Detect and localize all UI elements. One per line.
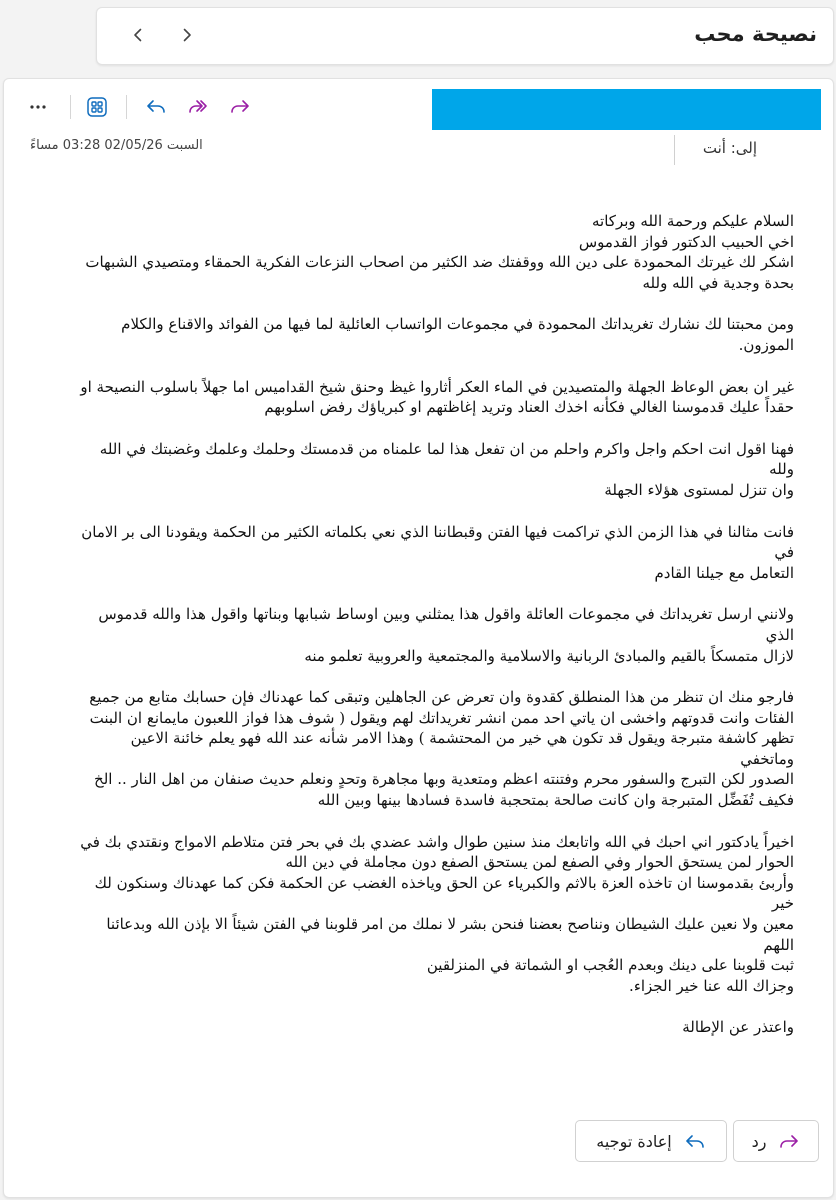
- reply-toolbar-button[interactable]: [142, 93, 170, 121]
- reply-label: رد: [751, 1131, 767, 1151]
- paragraph-gap: [74, 583, 794, 604]
- body-line: اشكر لك غيرتك المحمودة على دين الله ووقفتك ضد الكثير من اصحاب النزعات الفكرية الحمقاء ومتصيدي الشبهات: [85, 253, 794, 272]
- chevron-right-icon: [179, 27, 195, 43]
- body-line: فهنا اقول انت احكم واجل واكرم واحلم من ان تفعل هذا لما علمناه من قدمستك وحلمك وعلمك وغضبتك في الله ولله: [99, 439, 794, 479]
- body-line: الفئات وانت قدوتهم واخشى ان ياتي احد ممن انشر تغريداتك لهم ويقول ( شوف هذا فواز اللعبون مايمانع ان البنت: [89, 708, 794, 727]
- reply-all-toolbar-button[interactable]: [184, 93, 212, 121]
- body-line: الصدور لكن التبرج والسفور محرم وفتنته اعظم ومتعدية وبها مجاهرة وتحدٍ ونعلم حديث صنفان من اهل النار .. الخ: [94, 770, 794, 789]
- body-paragraph: [74, 439, 794, 501]
- body-line: وأربئ بقدموسنا ان تاخذه العزة بالاثم والكبرياء عن الحق وياخذه الغضب عن الحكمة فكن كما عهدناك وسنكون لك خير: [94, 873, 794, 913]
- email-subject: نصيحة محب: [694, 22, 817, 46]
- body-line: الموزون.: [738, 335, 794, 354]
- reply-icon: [145, 96, 167, 118]
- forward-toolbar-button[interactable]: [226, 93, 254, 121]
- message-body: [74, 211, 794, 1038]
- body-paragraph: [74, 604, 794, 666]
- paragraph-gap: [74, 501, 794, 522]
- previous-message-button[interactable]: [123, 20, 153, 50]
- paragraph-gap: [74, 356, 794, 377]
- body-line: غير ان بعض الوعاظ الجهلة والمتصيدين في الماء العكر أثاروا غيظ وحنق شيخ القداميس اما جهلاً باسلوب النصيحة او: [80, 377, 794, 396]
- body-line: تظهر كاشفة متبرجة ويقول قد تكون هي خير من المحتشمة ) وهذا الامر شأنه عند الله فهو يعلم خائنة الاعين وماتخفي: [130, 729, 794, 768]
- next-message-button[interactable]: [172, 20, 202, 50]
- body-line: لازال متمسكاً بالقيم والمبادئ الربانية والاسلامية والمجتمعية والعروبية تعلمو منه: [304, 646, 794, 665]
- redacted-sender: [432, 89, 821, 130]
- forward-button[interactable]: [575, 1120, 727, 1162]
- body-line: الحوار لمن يستحق الحوار وفي الصفع لمن يستحق الصفع دون مجاملة في دين الله: [285, 853, 794, 872]
- paragraph-gap: [74, 293, 794, 314]
- body-line: اخي الحبيب الدكتور فواز القدموس: [578, 232, 794, 251]
- to-value: أنت: [702, 139, 726, 157]
- body-line: السلام عليكم ورحمة الله وبركاته: [592, 212, 794, 230]
- body-line: اخيراً يادكتور اني احبك في الله واتابعك منذ سنين طوال واشد عضدي بك في بحر فتن متلاطم الامواج ونقتدي بك في: [80, 832, 794, 851]
- more-icon: [27, 96, 49, 118]
- body-paragraph: [74, 1017, 794, 1038]
- body-paragraph: [74, 211, 794, 293]
- body-line: فانت مثالنا في هذا الزمن الذي تراكمت فيها الفتن وقبطاننا الذي نعي بكلماته الكثير من الحكمة ويقودنا الى بر الامان في: [81, 522, 794, 562]
- recipient-text: [703, 139, 757, 157]
- paragraph-gap: [74, 418, 794, 439]
- body-line: ولانني ارسل تغريداتك في مجموعات العائلة واقول هذا يمثلني وبين اوساط شبابها وبناتها واقول هذا والله قدموس الذي: [98, 605, 794, 644]
- message-date: السبت 02/05/26 03:28 مساءً: [30, 138, 203, 153]
- toolbar-divider: [70, 95, 71, 119]
- body-paragraph: [74, 687, 794, 811]
- chevron-left-icon: [130, 27, 146, 43]
- body-line: معين ولا نعين عليك الشيطان ونناصح بعضنا فنحن بشر لا نملك من امر قلوبنا في الفتن شيئاً الا بإذن الله وبدعائنا اللهم: [106, 915, 794, 954]
- paragraph-gap: [74, 666, 794, 687]
- paragraph-gap: [74, 996, 794, 1017]
- body-paragraph: [74, 314, 794, 355]
- more-actions-button[interactable]: [24, 93, 52, 121]
- body-line: واعتذر عن الإطالة: [682, 1018, 794, 1037]
- reply-button[interactable]: [733, 1120, 819, 1162]
- forward-arrow-icon: [684, 1130, 706, 1152]
- reply-arrow-icon: [778, 1130, 800, 1152]
- body-line: بحدة وجدية في الله ولله: [642, 273, 794, 292]
- body-line: وان تنزل لمستوى هؤلاء الجهلة: [604, 480, 794, 499]
- body-paragraph: [74, 377, 794, 418]
- body-line: فكيف تُفَضِّل المتبرجة وان كانت صالحة بمتحجبة فاسدة فسادها بينها وبين الله: [317, 791, 794, 810]
- body-paragraph: [74, 832, 794, 997]
- recipient-line: [674, 135, 765, 165]
- body-line: فارجو منك ان تنظر من هذا المنطلق كقدوة وان تعرض عن الجاهلين وتبقى كما عهدناك فإن حسابك متابع من جميع: [89, 688, 794, 707]
- body-line: ومن محبتنا لك نشارك تغريداتك المحمودة في مجموعات الواتساب العائلية لما فيها من الفوائد والاقناع والكلام: [121, 315, 794, 334]
- body-paragraph: [74, 522, 794, 584]
- message-card: [3, 78, 834, 1198]
- body-line: ثبت قلوبنا على دينك وبعدم العُجب او الشماتة في المنزلقين: [426, 956, 794, 975]
- subject-header: [96, 7, 834, 65]
- paragraph-gap: [74, 811, 794, 832]
- apps-icon: [86, 96, 108, 118]
- to-label: إلى:: [730, 139, 757, 157]
- toolbar-divider: [126, 95, 127, 119]
- forward-label: إعادة توجيه: [596, 1131, 672, 1151]
- apps-button[interactable]: [83, 93, 111, 121]
- body-line: حقداً عليك قدموسنا الغالي فكأنه اخذك العناد وتريد إغاظتهم او كبرياؤك رفض اسلوبهم: [264, 398, 794, 417]
- forward-icon: [229, 96, 251, 118]
- body-line: وجزاك الله عنا خير الجزاء.: [629, 976, 794, 995]
- reply-all-icon: [187, 96, 209, 118]
- body-line: التعامل مع جيلنا القادم: [654, 563, 794, 582]
